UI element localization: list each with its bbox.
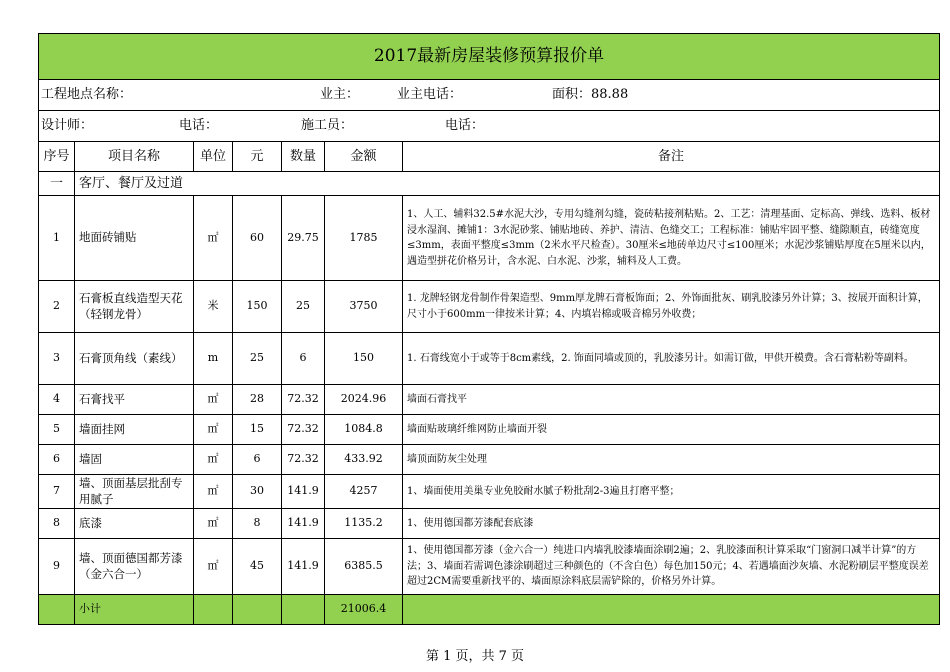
info-cell-2 xyxy=(39,111,940,142)
row-qty: 141.9 xyxy=(282,509,325,539)
row-qty: 141.9 xyxy=(282,475,325,509)
table-row xyxy=(39,415,940,445)
row-note: 1、使用德国都芳漆配套底漆 xyxy=(403,509,940,539)
row-price: 28 xyxy=(233,385,282,415)
row-amount: 6385.5 xyxy=(325,539,403,595)
designer-label: 设计师： xyxy=(41,118,94,133)
row-unit: ㎡ xyxy=(194,509,233,539)
row-note: 1. 龙牌轻钢龙骨制作骨架造型、9mm厚龙牌石膏板饰面；2、外饰面批灰、刷乳胶漆另外计算；3、按展开面积计算，尺寸小于600mm一律按米计算；4、内填岩棉或吸音棉另外收费； xyxy=(403,281,940,333)
row-name: 石膏找平 xyxy=(75,385,194,415)
row-no: 3 xyxy=(39,333,75,385)
header-unit: 单位 xyxy=(194,142,233,172)
row-amount: 1084.8 xyxy=(325,415,403,445)
row-no: 5 xyxy=(39,415,75,445)
title-row xyxy=(39,34,940,80)
header-quantity: 数量 xyxy=(282,142,325,172)
row-name: 墙、顶面德国都芳漆（金六合一） xyxy=(75,539,194,595)
row-name: 墙面挂网 xyxy=(75,415,194,445)
row-no: 9 xyxy=(39,539,75,595)
row-amount: 4257 xyxy=(325,475,403,509)
row-note: 1、人工、辅料32.5#水泥大沙，专用勾缝剂勾缝，瓷砖粘接剂粘贴。2、工艺：清理基面、定标高、弹线、选料、板材浸水湿润、摊铺1：3水泥砂浆、铺贴地砖、养护、清洁、色缝交工；工程标准：铺贴牢固平整、缝隙顺直，砖缝宽度≤3mm，表面平整度≤3mm（2米水平尺检查）。30厘米≤地砖单边尺寸≤100厘米；水泥沙浆铺贴厚度在5厘米以内，遇造型拼花价格另计，含水泥、白水泥、沙浆，辅料及人工费。 xyxy=(403,196,940,281)
row-qty: 6 xyxy=(282,333,325,385)
row-price: 15 xyxy=(233,415,282,445)
budget-sheet xyxy=(38,33,939,625)
info-row-1 xyxy=(39,80,940,111)
table-row xyxy=(39,445,940,475)
table-row xyxy=(39,539,940,595)
owner-label: 业主： xyxy=(320,87,360,102)
area-label: 面积：88.88 xyxy=(552,87,629,102)
header-price: 元 xyxy=(233,142,282,172)
section-name: 客厅、餐厅及过道 xyxy=(75,172,940,196)
table-row xyxy=(39,509,940,539)
info-cell-1 xyxy=(39,80,940,111)
row-qty: 141.9 xyxy=(282,539,325,595)
row-price: 150 xyxy=(233,281,282,333)
row-unit: ㎡ xyxy=(194,539,233,595)
row-amount: 2024.96 xyxy=(325,385,403,415)
row-amount: 433.92 xyxy=(325,445,403,475)
row-price: 6 xyxy=(233,445,282,475)
row-no: 2 xyxy=(39,281,75,333)
row-price: 8 xyxy=(233,509,282,539)
subtotal-amount: 21006.4 xyxy=(325,595,403,625)
row-price: 45 xyxy=(233,539,282,595)
section-index: 一 xyxy=(39,172,75,196)
row-note: 1、使用德国都芳漆（金六合一）纯进口内墙乳胶漆墙面涂刷2遍；2、乳胶漆面积计算采取“门窗洞口减半计算”的方法；3、墙面若需调色漆涂刷超过三种颜色的（不含白色）每色加150元；4、若遇墙面沙灰墙、水泥粉刷层平整度误差超过2CM需要重新找平的、墙面原涂料底层需铲除的，价格另外计算。 xyxy=(403,539,940,595)
table-row xyxy=(39,475,940,509)
section-row xyxy=(39,172,940,196)
row-price: 60 xyxy=(233,196,282,281)
table-row xyxy=(39,385,940,415)
row-name: 地面砖铺贴 xyxy=(75,196,194,281)
subtotal-blank xyxy=(39,595,75,625)
row-qty: 72.32 xyxy=(282,445,325,475)
row-amount: 1135.2 xyxy=(325,509,403,539)
row-no: 4 xyxy=(39,385,75,415)
row-unit: ㎡ xyxy=(194,475,233,509)
row-unit: m xyxy=(194,333,233,385)
subtotal-blank xyxy=(282,595,325,625)
owner-phone-label: 业主电话： xyxy=(397,87,463,102)
subtotal-label: 小计 xyxy=(75,595,194,625)
row-qty: 72.32 xyxy=(282,415,325,445)
builder-phone-label: 电话： xyxy=(445,118,485,133)
row-no: 7 xyxy=(39,475,75,509)
subtotal-blank xyxy=(233,595,282,625)
row-unit: ㎡ xyxy=(194,385,233,415)
row-qty: 29.75 xyxy=(282,196,325,281)
row-qty: 72.32 xyxy=(282,385,325,415)
row-amount: 3750 xyxy=(325,281,403,333)
row-note: 墙面贴玻璃纤维网防止墙面开裂 xyxy=(403,415,940,445)
row-note: 墙顶面防灰尘处理 xyxy=(403,445,940,475)
subtotal-blank xyxy=(194,595,233,625)
row-unit: ㎡ xyxy=(194,196,233,281)
site-label: 工程地点名称： xyxy=(41,87,133,102)
row-no: 1 xyxy=(39,196,75,281)
row-qty: 25 xyxy=(282,281,325,333)
subtotal-row xyxy=(39,595,940,625)
row-name: 石膏顶角线（素线） xyxy=(75,333,194,385)
table-row xyxy=(39,333,940,385)
row-unit: 米 xyxy=(194,281,233,333)
row-name: 墙固 xyxy=(75,445,194,475)
row-amount: 1785 xyxy=(325,196,403,281)
row-unit: ㎡ xyxy=(194,445,233,475)
header-index: 序号 xyxy=(39,142,75,172)
header-amount: 金额 xyxy=(325,142,403,172)
row-note: 1. 石膏线宽小于或等于8cm素线，2. 饰面同墙或顶的，乳胶漆另计。如需订做，甲供开模费。含石膏粘粉等副料。 xyxy=(403,333,940,385)
row-price: 30 xyxy=(233,475,282,509)
header-row xyxy=(39,142,940,172)
designer-phone-label: 电话： xyxy=(179,118,219,133)
builder-label: 施工员： xyxy=(301,118,354,133)
row-unit: ㎡ xyxy=(194,415,233,445)
row-no: 8 xyxy=(39,509,75,539)
header-note: 备注 xyxy=(403,142,940,172)
header-item-name: 项目名称 xyxy=(75,142,194,172)
budget-table xyxy=(38,33,940,625)
row-price: 25 xyxy=(233,333,282,385)
row-no: 6 xyxy=(39,445,75,475)
table-row xyxy=(39,196,940,281)
info-row-2 xyxy=(39,111,940,142)
row-name: 墙、顶面基层批刮专用腻子 xyxy=(75,475,194,509)
page-footer: 第 1 页，共 7 页 xyxy=(425,649,525,664)
row-amount: 150 xyxy=(325,333,403,385)
row-note: 墙面石膏找平 xyxy=(403,385,940,415)
row-name: 石膏板直线造型天花（轻钢龙骨） xyxy=(75,281,194,333)
row-note: 1、墙面使用美巢专业免胶耐水腻子粉批刮2-3遍且打磨平整； xyxy=(403,475,940,509)
table-row xyxy=(39,281,940,333)
subtotal-blank xyxy=(403,595,940,625)
row-name: 底漆 xyxy=(75,509,194,539)
sheet-title: 2017最新房屋装修预算报价单 xyxy=(39,34,940,80)
